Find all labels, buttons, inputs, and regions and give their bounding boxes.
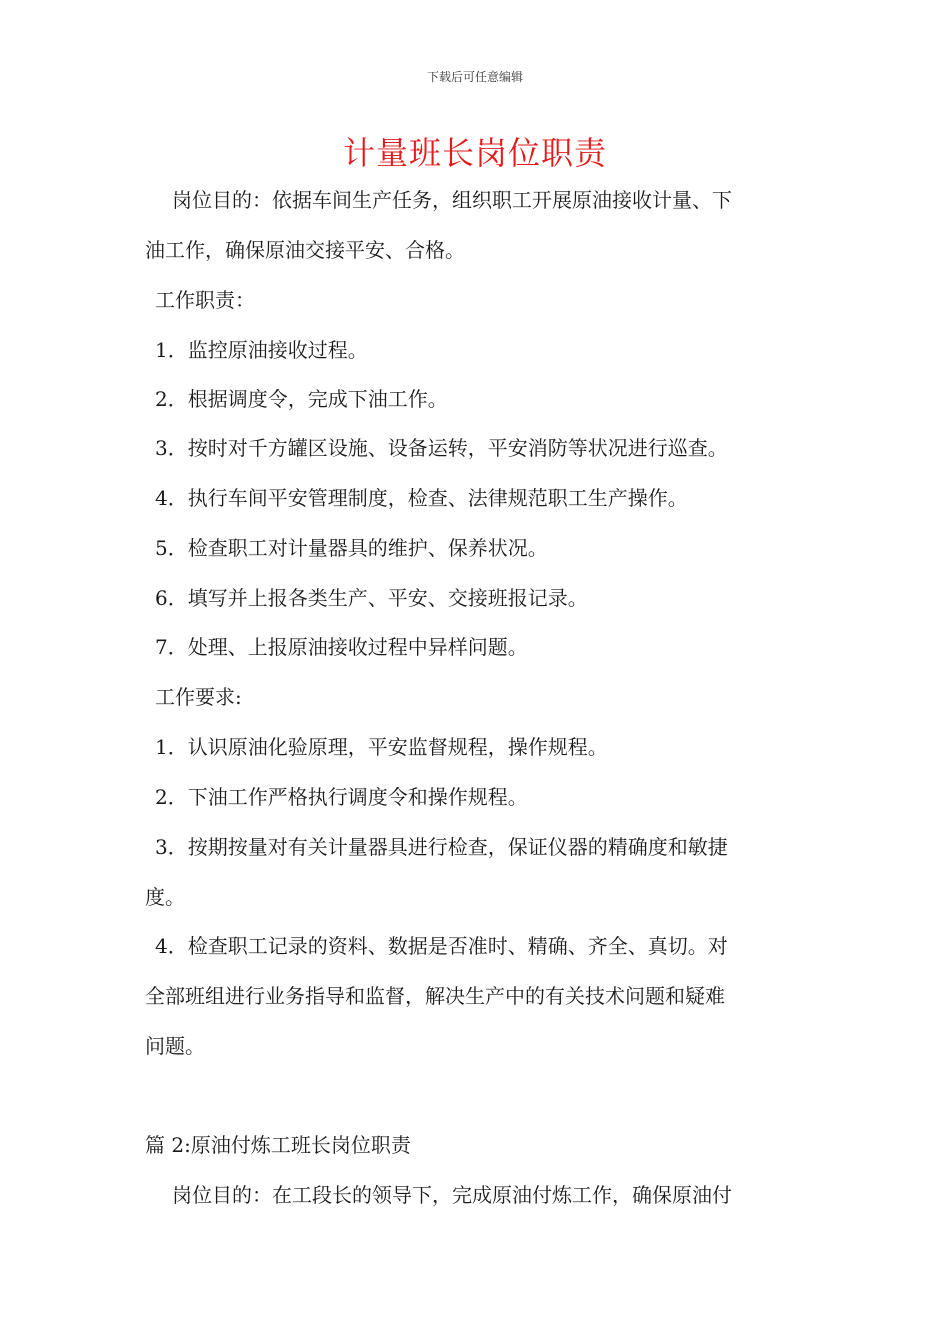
list-item: 1．认识原油化验原理，平安监督规程，操作规程。	[155, 735, 608, 759]
list-item-continuation: 问题。	[145, 1034, 205, 1058]
list-item: 4．检查职工记录的资料、数据是否准时、精确、齐全、真切。对	[155, 934, 728, 958]
list-item: 7．处理、上报原油接收过程中异样问题。	[155, 635, 528, 659]
list-item: 2．下油工作严格执行调度令和操作规程。	[155, 785, 528, 809]
paragraph-line: 岗位目的：在工段长的领导下，完成原油付炼工作，确保原油付	[172, 1183, 732, 1207]
list-item: 3．按期按量对有关计量器具进行检查，保证仪器的精确度和敏捷	[155, 835, 728, 859]
paragraph-line: 油工作，确保原油交接平安、合格。	[145, 238, 465, 262]
list-item: 4．执行车间平安管理制度，检查、法律规范职工生产操作。	[155, 486, 688, 510]
list-item: 2．根据调度令，完成下油工作。	[155, 387, 448, 411]
paragraph-line: 岗位目的：依据车间生产任务，组织职工开展原油接收计量、下	[172, 188, 732, 212]
list-item: 3．按时对千方罐区设施、设备运转，平安消防等状况进行巡查。	[155, 436, 728, 460]
document-title: 计量班长岗位职责	[342, 134, 607, 172]
list-item: 6．填写并上报各类生产、平安、交接班报记录。	[155, 586, 588, 610]
list-item-continuation: 度。	[145, 885, 185, 909]
list-item: 5．检查职工对计量器具的维护、保养状况。	[155, 536, 548, 560]
list-item: 1．监控原油接收过程。	[155, 338, 368, 362]
page-header: 下载后可任意编辑	[426, 70, 523, 84]
list-item-continuation: 全部班组进行业务指导和监督，解决生产中的有关技术问题和疑难	[145, 984, 725, 1008]
section-heading: 工作要求:	[155, 685, 242, 709]
section-title: 篇 2:原油付炼工班长岗位职责	[145, 1133, 411, 1157]
section-heading: 工作职责：	[155, 288, 255, 312]
